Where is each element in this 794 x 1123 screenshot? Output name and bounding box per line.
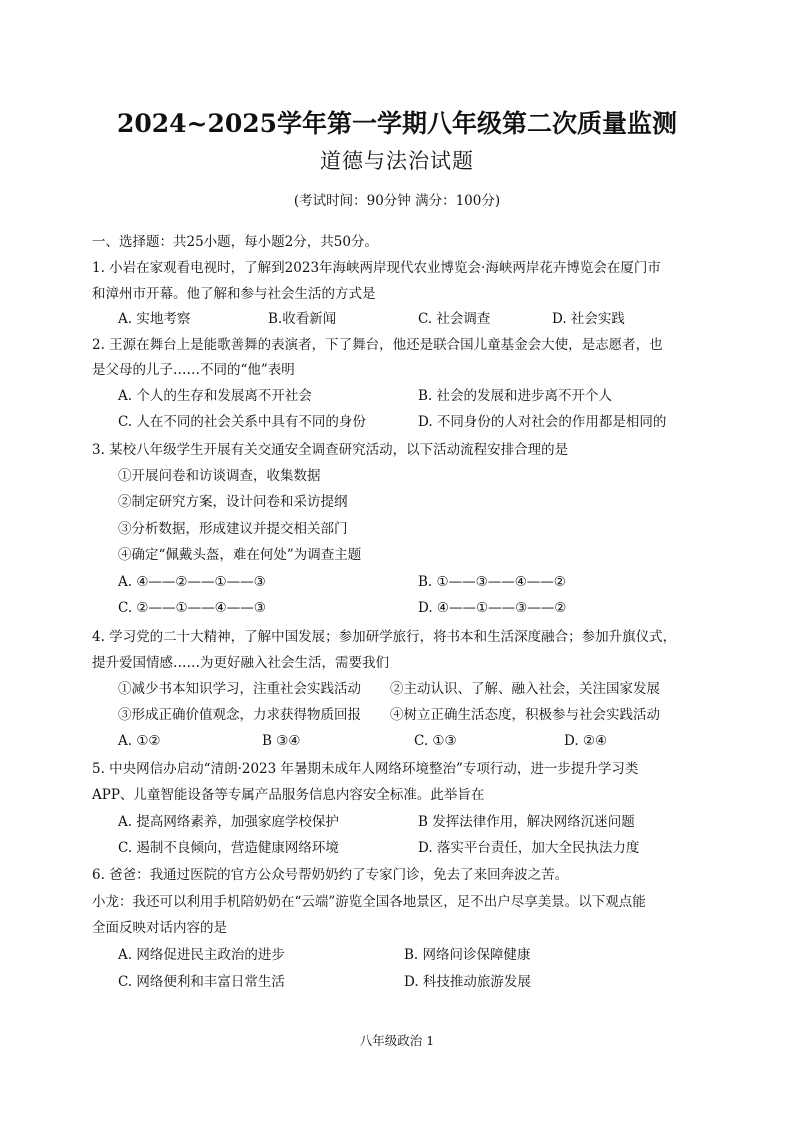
- section-heading: 一、选择题：共25小题，每小题2分，共50分。: [92, 234, 378, 250]
- q1-stem-line1: 1. 小岩在家观看电视时，了解到2023年海峡两岸现代农业博览会·海峡两岸花卉博览会在厦门市: [92, 260, 661, 276]
- exam-meta: (考试时间：90分钟 满分：100分): [293, 193, 501, 209]
- q2-option-a: A. 个人的生存和发展离不开社会: [118, 388, 312, 404]
- q3-statement-2: ②制定研究方案，设计问卷和采访提纲: [118, 494, 348, 510]
- q5-option-b: B 发挥法律作用，解决网络沉迷问题: [418, 814, 635, 830]
- q3-statement-1: ①开展问卷和访谈调查，收集数据: [118, 468, 321, 484]
- exam-subtitle: 道德与法治试题: [320, 149, 474, 173]
- q4-stem-line2: 提升爱国情感……为更好融入社会生活，需要我们: [92, 655, 389, 671]
- q2-stem-line1: 2. 王源在舞台上是能歌善舞的表演者，下了舞台，他还是联合国儿童基金会大使，是志愿者，也: [92, 337, 663, 353]
- q5-stem-line1: 5. 中央网信办启动“清朗·2023 年暑期未成年人网络环境整治”专项行动，进一步提升学习类: [92, 761, 639, 777]
- q3-option-a: A. ④——②——①——③: [118, 574, 266, 590]
- q3-stem-line1: 3. 某校八年级学生开展有关交通安全调查研究活动，以下活动流程安排合理的是: [92, 442, 569, 458]
- q3-statement-3: ③分析数据，形成建议并提交相关部门: [118, 521, 348, 537]
- q1-option-a: A. 实地考察: [118, 311, 191, 327]
- q4-option-d: D. ②④: [564, 733, 608, 749]
- q6-stem-line1: 6. 爸爸：我通过医院的官方公众号帮奶奶约了专家门诊，免去了来回奔波之苦。: [92, 867, 569, 883]
- exam-title: 2024~2025学年第一学期八年级第二次质量监测: [116, 109, 678, 138]
- q2-option-b: B. 社会的发展和进步离不开个人: [418, 388, 613, 404]
- q1-option-b: B.收看新闻: [268, 311, 337, 327]
- q6-option-d: D. 科技推动旅游发展: [404, 974, 531, 990]
- q5-option-a: A. 提高网络素养，加强家庭学校保护: [118, 814, 339, 830]
- q4-option-a: A. ①②: [118, 733, 161, 749]
- q4-stem-line1: 4. 学习党的二十大精神，了解中国发展；参加研学旅行，将书本和生活深度融合；参加升旗仪式，: [92, 629, 677, 645]
- q4-statement-2: ②主动认识、了解、融入社会，关注国家发展: [390, 681, 660, 697]
- q6-stem-line2: 小龙：我还可以利用手机陪奶奶在“云端”游览全国各地景区，足不出户尽享美景。以下观点能: [92, 894, 646, 910]
- q2-option-c: C. 人在不同的社会关系中具有不同的身份: [118, 414, 366, 430]
- q3-option-b: B. ①——③——④——②: [418, 574, 566, 590]
- q3-option-c: C. ②——①——④——③: [118, 600, 266, 616]
- q6-stem-line3: 全面反映对话内容的是: [92, 920, 227, 936]
- q3-statement-4: ④确定“佩戴头盔，难在何处”为调查主题: [118, 547, 362, 563]
- q2-option-d: D. 不同身份的人对社会的作用都是相同的: [418, 414, 667, 430]
- q5-option-c: C. 遏制不良倾向，营造健康网络环境: [118, 840, 339, 856]
- page-footer: 八年级政治 1: [359, 1033, 435, 1048]
- q4-statement-1: ①减少书本知识学习，注重社会实践活动: [118, 681, 361, 697]
- q2-stem-line2: 是父母的儿子……不同的“他”表明: [92, 362, 295, 378]
- q3-option-d: D. ④——①——③——②: [418, 600, 567, 616]
- q6-option-a: A. 网络促进民主政治的进步: [118, 947, 285, 963]
- q1-option-d: D. 社会实践: [552, 311, 625, 327]
- q1-option-c: C. 社会调查: [418, 311, 491, 327]
- q5-option-d: D. 落实平台责任，加大全民执法力度: [418, 840, 640, 856]
- q5-stem-line2: APP、儿童智能设备等专属产品服务信息内容安全标准。此举旨在: [92, 787, 485, 803]
- q6-option-c: C. 网络便利和丰富日常生活: [118, 974, 285, 990]
- q1-stem-line2: 和漳州市开幕。他了解和参与社会生活的方式是: [92, 286, 376, 302]
- q4-option-b: B ③④: [262, 733, 301, 749]
- q4-statement-4: ④树立正确生活态度，积极参与社会实践活动: [390, 707, 660, 723]
- q4-statement-3: ③形成正确价值观念，力求获得物质回报: [118, 707, 361, 723]
- q4-option-c: C. ①③: [414, 733, 457, 749]
- q6-option-b: B. 网络问诊保障健康: [404, 947, 531, 963]
